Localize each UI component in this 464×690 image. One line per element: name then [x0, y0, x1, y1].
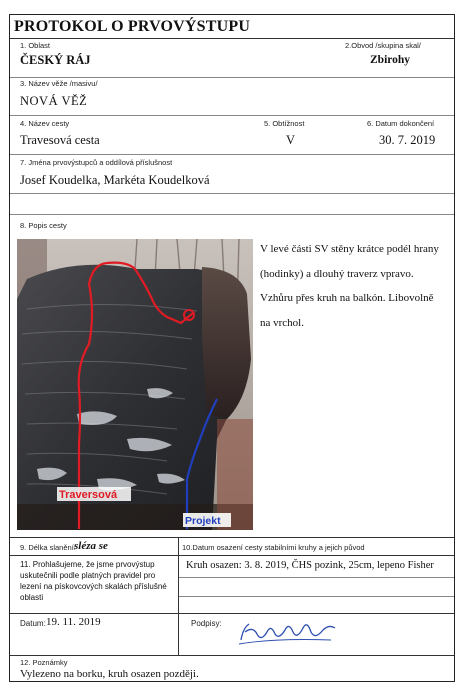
cesta-value: Travesová cesta [20, 133, 100, 147]
oblast-label: 1. Oblast [20, 41, 51, 50]
osazeni-label: 10.Datum osazení cesty stabilními kruhy a jejich původ [182, 543, 365, 552]
obvod-value: Zbirohy [370, 54, 411, 66]
prohlaseni-text: 11. Prohlašujeme, že jsme prvovýstup uskutečnili podle platných pravidel pro lezení na pískovcových skalách příslušné oblasti [20, 560, 167, 602]
divider [10, 655, 454, 656]
route-photo [17, 239, 253, 530]
osazeni-value: Kruh osazen: 3. 8. 2019, ČHS pozink, 25cm, lepeno Fisher [186, 560, 434, 571]
obtiznost-value: V [286, 133, 296, 147]
vez-label: 3. Název věže /masivu/ [20, 79, 98, 88]
datum-dokonceni-label: 6. Datum dokončení [367, 119, 435, 128]
prvovystupci-label: 7. Jména prvovýstupců a oddílová příslušnost [20, 158, 173, 167]
signature-image [235, 618, 345, 648]
obtiznost-label: 5. Obtížnost [264, 119, 305, 128]
divider [10, 115, 454, 116]
divider [10, 77, 454, 78]
datum-label: Datum: [20, 619, 46, 628]
poznamky-label: 12. Poznámky [20, 658, 68, 667]
divider [10, 613, 454, 614]
vez-value: NOVÁ VĚŽ [20, 94, 88, 108]
podpisy-label: Podpisy: [191, 619, 222, 628]
datum-value: 19. 11. 2019 [46, 616, 101, 628]
oblast-value: ČESKÝ RÁJ [20, 53, 91, 67]
cesta-label: 4. Název cesty [20, 119, 70, 128]
datum-dokonceni-value: 30. 7. 2019 [379, 133, 436, 147]
protocol-form [9, 14, 455, 682]
divider [10, 214, 454, 215]
divider [10, 555, 454, 556]
route-description [260, 237, 450, 335]
popis-label: 8. Popis cesty [20, 221, 67, 230]
divider [179, 596, 454, 597]
prvovystupci-value: Josef Koudelka, Markéta Koudelková [20, 173, 210, 187]
divider [179, 577, 454, 578]
slaneni-label: 9. Délka slanění: [20, 543, 76, 552]
description-line: (hodinky) a dlouhý traverz vpravo. [260, 267, 414, 280]
traversova-label: Traversová [59, 489, 118, 501]
divider [10, 154, 454, 155]
divider [10, 193, 454, 194]
description-line: Vzhůru přes kruh na balkón. Libovolně [260, 292, 434, 304]
obvod-label: 2.Obvod /skupina skal/ [345, 41, 421, 50]
description-line: na vrchol. [260, 316, 304, 329]
divider [10, 38, 454, 39]
form-title: PROTOKOL O PRVOVÝSTUPU [14, 18, 251, 35]
description-line: V levé části SV stěny krátce podél hrany [260, 243, 439, 255]
route-photo-image [17, 239, 253, 530]
divider [10, 537, 454, 538]
slaneni-value: sléza se [74, 540, 108, 552]
projekt-label: Projekt [185, 515, 221, 527]
poznamky-value: Vylezeno na borku, kruh osazen později. [20, 668, 199, 680]
